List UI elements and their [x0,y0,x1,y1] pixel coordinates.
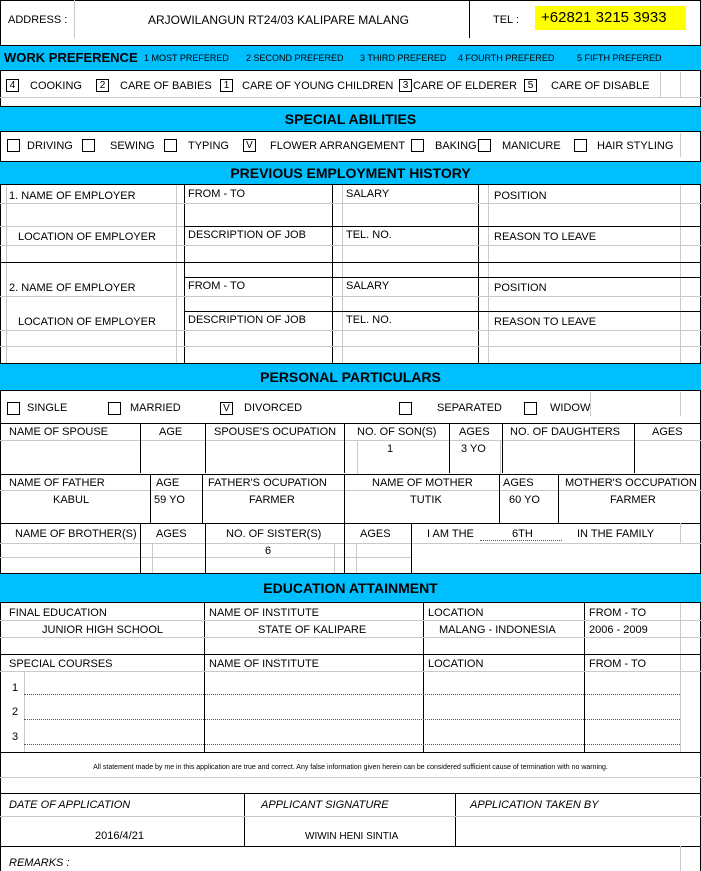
address-label: ADDRESS : [8,14,68,26]
emp2-fromto-label: FROM - TO [188,280,246,292]
mother-occ-label: MOTHER'S OCCUPATION [565,477,697,489]
courses-label: SPECIAL COURSES [9,658,113,670]
ability-label-sewing: SEWING [110,140,155,152]
employment-band [0,161,701,185]
work-preference-title: WORK PREFERENCE [4,50,138,65]
pref-rank-cooking[interactable]: 4 [6,79,19,92]
pref-rank-elderer[interactable]: 3 [399,79,412,92]
father-occ-label: FATHER'S OCUPATION [208,477,327,489]
statement-text: All statement made by me in this application are true and correct. Any false information given herein can be considered sufficient cause of termination with no warning. [93,764,608,771]
in-family-label: IN THE FAMILY [577,528,655,540]
final-edu-value[interactable]: JUNIOR HIGH SCHOOL [42,624,164,636]
edu-location-value[interactable]: MALANG - INDONESIA [439,624,556,636]
status-label-divorced: DIVORCED [244,402,303,414]
pref-rank-young-children[interactable]: 1 [220,79,233,92]
special-abilities-band [0,106,701,132]
emp2-reason-label: REASON TO LEAVE [494,316,597,328]
status-box-divorced[interactable]: V [220,402,233,415]
ability-box-baking[interactable] [411,139,424,152]
sisters-label: NO. OF SISTER(S) [226,528,322,540]
status-box-widow[interactable] [524,402,537,415]
ability-box-driving[interactable] [7,139,20,152]
emp2-desc-label: DESCRIPTION OF JOB [188,314,306,326]
father-age-label: AGE [156,477,180,489]
edu-fromto-label: FROM - TO [589,607,647,619]
ability-label-driving: DRIVING [27,140,73,152]
brothers-label: NAME OF BROTHER(S) [15,528,137,540]
employment-title: PREVIOUS EMPLOYMENT HISTORY [230,165,471,181]
legend-2: 2 SECOND PREFERED [246,53,344,63]
edu-institute-label: NAME OF INSTITUTE [209,607,319,619]
emp2-salary-label: SALARY [346,280,390,292]
edu-location-label: LOCATION [428,607,484,619]
personal-band [0,363,701,391]
signature-value[interactable]: WIWIN HENI SINTIA [305,831,399,842]
father-name-label: NAME OF FATHER [9,477,105,489]
ability-box-typing[interactable] [164,139,177,152]
taken-by-label: APPLICATION TAKEN BY [470,799,599,811]
courses-location-label: LOCATION [428,658,484,670]
pref-label-cooking: COOKING [30,80,82,92]
emp1-desc-label: DESCRIPTION OF JOB [188,229,306,241]
emp1-tel-label: TEL. NO. [346,229,392,241]
date-label: DATE OF APPLICATION [9,799,131,811]
emp1-salary-label: SALARY [346,188,390,200]
mother-occ-value[interactable]: FARMER [610,494,656,506]
brothers-ages-label: AGES [156,528,187,540]
emp2-position-label: POSITION [494,282,547,294]
legend-5: 5 FIFTH PREFERED [577,53,662,63]
emp2-name-label: 2. NAME OF EMPLOYER [9,282,136,294]
sons-ages-label: AGES [459,426,490,438]
sisters-ages-label: AGES [360,528,391,540]
status-label-single: SINGLE [27,402,68,414]
daughters-ages-label: AGES [652,426,683,438]
status-label-married: MARRIED [130,402,181,414]
personal-title: PERSONAL PARTICULARS [260,369,441,385]
status-box-single[interactable] [7,402,20,415]
iam-value[interactable]: 6TH [512,528,533,540]
mother-age-value[interactable]: 60 YO [509,494,540,506]
education-band [0,573,701,603]
education-title: EDUCATION ATTAINMENT [263,580,438,596]
status-box-married[interactable] [108,402,121,415]
pref-rank-disable[interactable]: 5 [524,79,537,92]
final-edu-label: FINAL EDUCATION [9,607,107,619]
mother-name-value[interactable]: TUTIK [410,494,442,506]
emp1-name-label: 1. NAME OF EMPLOYER [9,190,136,202]
edu-fromto-value[interactable]: 2006 - 2009 [589,624,648,636]
ability-box-manicure[interactable] [478,139,491,152]
pref-rank-babies[interactable]: 2 [96,79,109,92]
emp2-tel-label: TEL. NO. [346,314,392,326]
ability-box-flower[interactable]: V [243,139,256,152]
status-label-widow: WIDOW [550,402,591,414]
mother-ages-label: AGES [503,477,534,489]
spouse-age-label: AGE [159,426,183,438]
signature-label: APPLICANT SIGNATURE [261,799,389,811]
iam-label: I AM THE [427,528,474,540]
ability-label-flower: FLOWER ARRANGEMENT [270,140,406,152]
ability-box-hair[interactable] [574,139,587,152]
sisters-value[interactable]: 6 [265,545,272,557]
course-row-2: 2 [12,706,19,718]
father-age-value[interactable]: 59 YO [154,494,185,506]
remarks-label: REMARKS : [9,857,70,869]
emp1-position-label: POSITION [494,190,547,202]
sons-ages-value[interactable]: 3 YO [461,443,486,455]
address-value[interactable]: ARJOWILANGUN RT24/03 KALIPARE MALANG [148,13,409,27]
special-abilities-title: SPECIAL ABILITIES [284,111,417,127]
legend-3: 3 THIRD PREFERED [360,53,447,63]
emp2-location-label: LOCATION OF EMPLOYER [18,316,156,328]
course-row-1: 1 [12,682,19,694]
father-occ-value[interactable]: FARMER [249,494,295,506]
courses-fromto-label: FROM - TO [589,658,647,670]
pref-label-young-children: CARE OF YOUNG CHILDREN [242,80,394,92]
tel-value[interactable]: +62821 3215 3933 [535,6,686,30]
status-box-separated[interactable] [399,402,412,415]
pref-label-disable: CARE OF DISABLE [551,80,650,92]
course-row-3: 3 [12,731,19,743]
spouse-occ-label: SPOUSE'S OCUPATION [214,426,337,438]
daughters-label: NO. OF DAUGHTERS [510,426,621,438]
emp1-location-label: LOCATION OF EMPLOYER [18,231,156,243]
father-name-value[interactable]: KABUL [53,494,90,506]
mother-name-label: NAME OF MOTHER [372,477,473,489]
ability-box-sewing[interactable] [82,139,95,152]
tel-label: TEL : [493,14,519,26]
pref-label-elderer: CARE OF ELDERER [413,80,517,92]
ability-label-hair: HAIR STYLING [597,140,674,152]
courses-institute-label: NAME OF INSTITUTE [209,658,319,670]
ability-label-typing: TYPING [188,140,229,152]
status-label-separated: SEPARATED [437,402,502,414]
date-value[interactable]: 2016/4/21 [95,830,144,842]
edu-institute-value[interactable]: STATE OF KALIPARE [258,624,367,636]
sons-label: NO. OF SON(S) [357,426,437,438]
legend-4: 4 FOURTH PREFERED [458,53,555,63]
ability-label-manicure: MANICURE [502,140,561,152]
legend-1: 1 MOST PREFERED [144,53,229,63]
pref-label-babies: CARE OF BABIES [120,80,212,92]
emp1-reason-label: REASON TO LEAVE [494,231,597,243]
spouse-name-label: NAME OF SPOUSE [9,426,109,438]
sons-value[interactable]: 1 [387,443,394,455]
emp1-fromto-label: FROM - TO [188,188,246,200]
ability-label-baking: BAKING [435,140,477,152]
